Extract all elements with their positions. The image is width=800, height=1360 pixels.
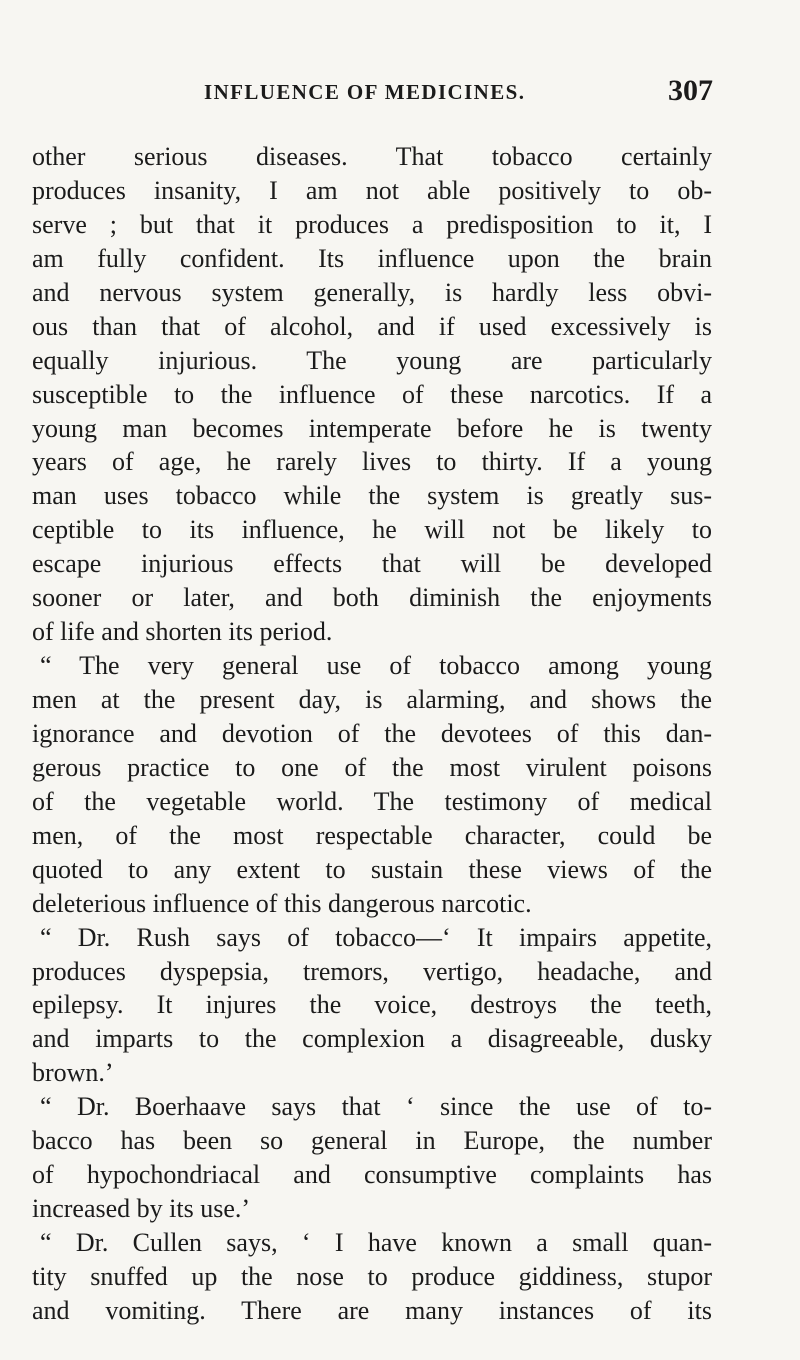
text-line: gerous practice to one of the most virulent poisons (32, 752, 712, 782)
text-line: other serious diseases. That tobacco certainly (32, 142, 712, 171)
text-line: man uses tobacco while the system is greatly sus- (32, 481, 712, 511)
text-line: young man becomes intemperate before he is twenty (32, 413, 712, 443)
text-line: am fully confident. Its influence upon the brain (32, 243, 712, 273)
page-header (0, 74, 800, 114)
text-line: brown.’ (32, 1058, 114, 1088)
text-line: “ Dr. Rush says of tobacco—‘ It impairs appetite, (40, 922, 712, 952)
text-line: serve ; but that it produces a predisposition to it, I (32, 209, 712, 239)
body-text (32, 140, 712, 1328)
text-line: of life and shorten its period. (32, 617, 333, 647)
text-line: men, of the most respectable character, could be (32, 820, 712, 850)
text-line: tity snuffed up the nose to produce giddiness, stupor (32, 1261, 712, 1291)
text-line: produces dyspepsia, tremors, vertigo, headache, and (32, 956, 712, 986)
text-line: “ The very general use of tobacco among young (40, 651, 712, 681)
text-line: sooner or later, and both diminish the enjoyments (32, 583, 712, 613)
text-line: ignorance and devotion of the devotees of this dan- (32, 718, 712, 748)
text-line: “ Dr. Cullen says, ‘ I have known a small quan- (40, 1228, 712, 1257)
text-line: and nervous system generally, is hardly less obvi- (32, 277, 712, 307)
text-line: increased by its use.’ (32, 1194, 251, 1224)
text-line: ous than that of alcohol, and if used excessively is (32, 311, 712, 341)
text-line: “ Dr. Boerhaave says that ‘ since the use of to- (40, 1092, 712, 1122)
text-line: and imparts to the complexion a disagreeable, dusky (32, 1024, 712, 1054)
text-line: epilepsy. It injures the voice, destroys the teeth, (32, 990, 712, 1020)
running-title: INFLUENCE OF MEDICINES. (204, 80, 526, 104)
text-line: of the vegetable world. The testimony of medical (32, 786, 712, 816)
text-line: bacco has been so general in Europe, the number (32, 1126, 712, 1156)
text-line: and vomiting. There are many instances of its (32, 1295, 712, 1325)
text-line: years of age, he rarely lives to thirty. If a young (32, 447, 712, 477)
text-line: produces insanity, I am not able positively to ob- (32, 175, 712, 205)
text-line: deleterious influence of this dangerous narcotic. (32, 888, 532, 918)
text-line: of hypochondriacal and consumptive complaints has (32, 1160, 712, 1190)
text-line: equally injurious. The young are particularly (32, 345, 712, 375)
page-number: 307 (668, 74, 713, 107)
text-line: quoted to any extent to sustain these views of the (32, 854, 712, 884)
text-line: escape injurious effects that will be developed (32, 549, 712, 579)
text-line: men at the present day, is alarming, and shows the (32, 685, 712, 714)
text-line: ceptible to its influence, he will not be likely to (32, 515, 712, 545)
text-line: susceptible to the influence of these narcotics. If a (32, 379, 712, 409)
